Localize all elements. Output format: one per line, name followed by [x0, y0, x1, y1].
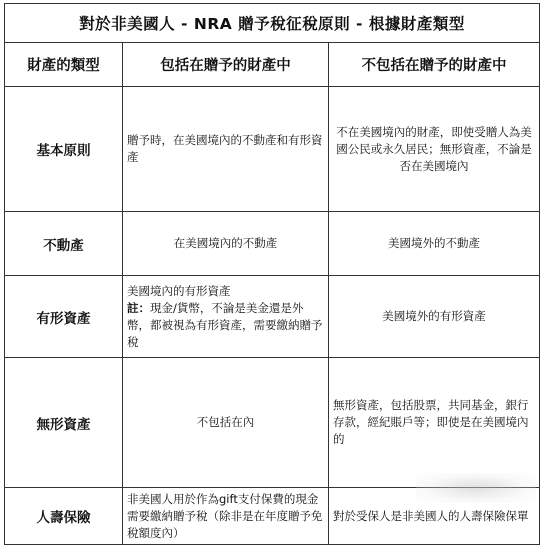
table-row: [5, 276, 540, 358]
gift-tax-table: [4, 3, 540, 545]
cell-excluded: 美國境外的有形資產: [329, 276, 540, 358]
cell-excluded: 無形資產，包括股票，共同基金，銀行存款，經紀賬戶等；即使是在美國境內的: [329, 358, 540, 488]
title-row: [5, 4, 540, 43]
cell-excluded: 對於受保人是非美國人的人壽保險保單: [329, 488, 540, 545]
note-label: 註：: [127, 300, 150, 315]
table-row: [5, 87, 540, 212]
table-row: [5, 212, 540, 276]
table-title: 對於非美國人 - NRA 贈予稅征稅原則 - 根據財產類型: [5, 4, 540, 43]
header-row: [5, 43, 540, 87]
cell-included: 非美國人用於作為gift支付保費的現金需要繳納贈予稅（除非是在年度贈予免稅額度內）: [123, 488, 329, 545]
cell-excluded: 美國境外的不動產: [329, 212, 540, 276]
cell-included: [123, 276, 329, 358]
row-label-life-insurance: 人壽保險: [5, 488, 123, 545]
row-label-tangible-assets: 有形資產: [5, 276, 123, 358]
watermark-blur: [416, 473, 536, 503]
row-label-intangible-assets: 無形資產: [5, 358, 123, 488]
header-excluded: 不包括在贈予的財產中: [329, 43, 540, 87]
header-property-type: 財產的類型: [5, 43, 123, 87]
row-label-basic-principle: 基本原則: [5, 87, 123, 212]
cell-included-note: [127, 300, 324, 351]
header-included: 包括在贈予的財產中: [123, 43, 329, 87]
note-text: 現金/貨幣，不論是美金還是外幣，都被視為有形資產，需要繳納贈予稅: [127, 300, 323, 349]
cell-included-main: 美國境內的有形資產: [127, 283, 231, 298]
cell-included: 在美國境內的不動產: [123, 212, 329, 276]
row-label-real-estate: 不動產: [5, 212, 123, 276]
cell-excluded: 不在美國境內的財產，即使受贈人為美國公民或永久居民；無形資產，不論是否在美國境內: [329, 87, 540, 212]
gift-tax-table-sheet: [4, 3, 539, 540]
cell-included: 贈予時，在美國境內的不動產和有形資產: [123, 87, 329, 212]
table-row: [5, 358, 540, 488]
cell-included: 不包括在內: [123, 358, 329, 488]
